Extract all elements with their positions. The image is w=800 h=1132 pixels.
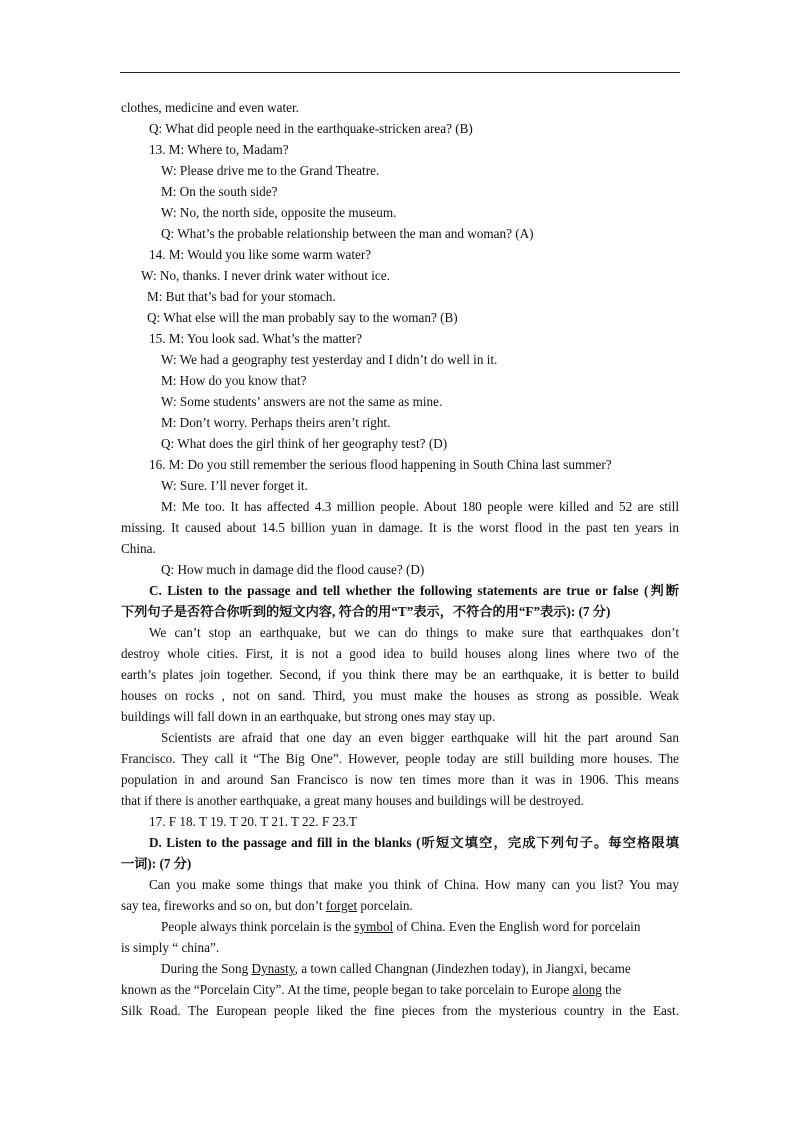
answer-key: 17. F 18. T 19. T 20. T 21. T 22. F 23.T — [149, 814, 357, 829]
dialogue-line: W: No, the north side, opposite the museum. — [161, 205, 397, 220]
blank-answer: forget — [325, 898, 358, 913]
blank-answer: along — [572, 982, 602, 997]
passage-line: earth’s plates join together. Second, if you think there may be an earthquake, it is better to build — [121, 667, 679, 682]
section-d-heading-cont: 一词): (7 分) — [121, 856, 192, 871]
passage-line: Scientists are afraid that one day an even bigger earthquake will hit the part around San — [161, 730, 679, 745]
blank-answer: symbol — [354, 919, 394, 934]
text-line: clothes, medicine and even water. — [121, 100, 299, 115]
item-line: 13. M: Where to, Madam? — [149, 142, 289, 157]
dialogue-line: M: But that’s bad for your stomach. — [147, 289, 336, 304]
section-d-heading: D. Listen to the passage and fill in the blanks (听短文填空，完成下列句子。每空格限填 — [149, 835, 679, 850]
dialogue-line: W: We had a geography test yesterday and I didn’t do well in it. — [161, 352, 498, 367]
dialogue-line: W: Sure. I’ll never forget it. — [161, 478, 308, 493]
passage-line: During the Song Dynasty, a town called Changnan (Jindezhen today), in Jiangxi, became — [161, 961, 631, 976]
passage-line: Can you make some things that make you think of China. How many can you list? You may — [149, 877, 679, 892]
dialogue-line: M: Don’t worry. Perhaps theirs aren’t right. — [161, 415, 391, 430]
passage-line: Francisco. They call it “The Big One”. However, people today are still building more houses. The — [121, 751, 679, 766]
passage-line: destroy whole cities. First, it is not a good idea to build houses along lines where two of the — [121, 646, 679, 661]
passage-line: known as the “Porcelain City”. At the time, people began to take porcelain to Europe along the — [121, 982, 622, 997]
passage-line: People always think porcelain is the symbol of China. Even the English word for porcelain — [161, 919, 641, 934]
blank-answer: Dynasty — [251, 961, 295, 976]
dialogue-line: M: How do you know that? — [161, 373, 307, 388]
passage-line: that if there is another earthquake, a great many houses and buildings will be destroyed. — [121, 793, 584, 808]
question-line: Q: What did people need in the earthquake-stricken area? (B) — [149, 121, 473, 136]
question-line: Q: What does the girl think of her geography test? (D) — [161, 436, 448, 451]
passage-line: is simply “ china”. — [121, 940, 220, 955]
question-line: Q: What else will the man probably say to the woman? (B) — [147, 310, 458, 325]
item-line: 16. M: Do you still remember the serious flood happening in South China last summer? — [149, 457, 612, 472]
question-line: Q: How much in damage did the flood cause? (D) — [161, 562, 425, 577]
text-line: missing. It caused about 14.5 billion yuan in damage. It is the worst flood in the past ten years in — [121, 520, 679, 535]
dialogue-line: M: Me too. It has affected 4.3 million people. About 180 people were killed and 52 are still — [161, 499, 679, 514]
passage-line: houses on rocks , not on sand. Third, you must make the houses as strong as possible. Weak — [121, 688, 679, 703]
passage-line: Silk Road. The European people liked the fine pieces from the mysterious country in the East. — [121, 1003, 679, 1018]
dialogue-line: M: On the south side? — [161, 184, 278, 199]
question-line: Q: What’s the probable relationship between the man and woman? (A) — [161, 226, 534, 241]
passage-line: say tea, fireworks and so on, but don’t forget porcelain. — [121, 898, 413, 913]
text-line: China. — [121, 541, 156, 556]
item-line: 15. M: You look sad. What’s the matter? — [149, 331, 362, 346]
dialogue-line: W: No, thanks. I never drink water without ice. — [141, 268, 390, 283]
dialogue-line: W: Some students’ answers are not the same as mine. — [161, 394, 443, 409]
section-c-heading-cont: 下列句子是否符合你听到的短文内容, 符合的用“T”表示，不符合的用“F”表示): (7 分) — [121, 604, 611, 619]
passage-line: We can’t stop an earthquake, but we can do things to make sure that earthquakes don’t — [149, 625, 679, 640]
dialogue-line: W: Please drive me to the Grand Theatre. — [161, 163, 380, 178]
document-body — [121, 97, 679, 1021]
item-line: 14. M: Would you like some warm water? — [149, 247, 372, 262]
passage-line: buildings will fall down in an earthquake, but strong ones may stay up. — [121, 709, 496, 724]
header-rule — [120, 72, 680, 73]
passage-line: population in and around San Francisco is now ten times more than it was in 1906. This means — [121, 772, 679, 787]
section-c-heading: C. Listen to the passage and tell whether the following statements are true or false (判断 — [149, 583, 679, 598]
